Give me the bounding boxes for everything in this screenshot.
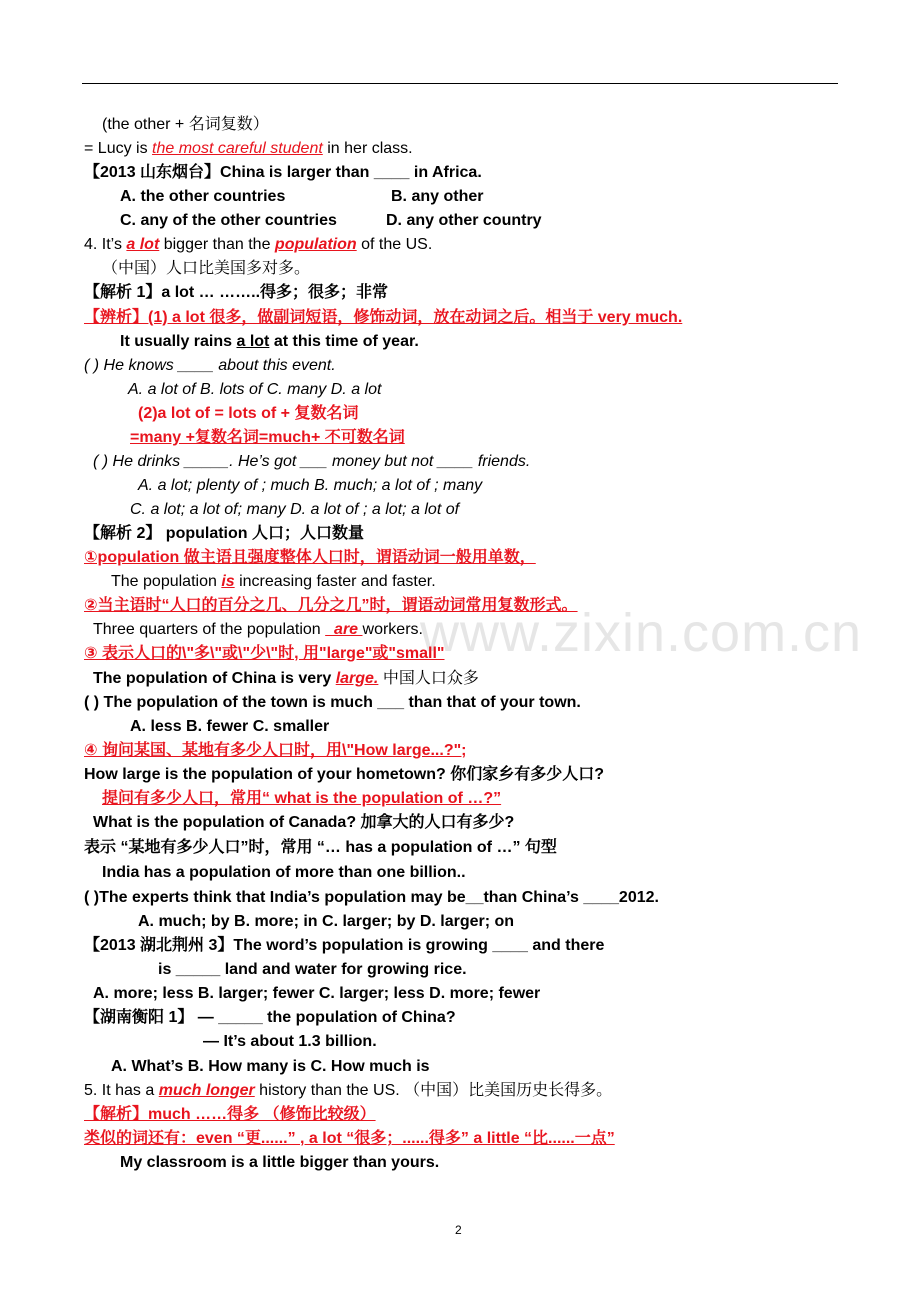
option-a: A. the other countries <box>120 188 286 205</box>
analysis-2: 【解析 2】 population 人口；人口数量 <box>84 525 364 542</box>
example-sentence: Three quarters of the population are workers. <box>93 621 423 638</box>
exercise: ( ) He drinks _____. He’s got ___ money but not ____ friends. <box>93 453 531 470</box>
option-c: C. any of the other countries <box>120 212 337 229</box>
exercise-options: A. much; by B. more; in C. larger; by D. larger; on <box>138 913 515 930</box>
exam-question: 【湖南衡阳 1】 — _____ the population of China? <box>84 1009 456 1026</box>
keyword-population: population <box>274 236 357 253</box>
exercise-options: A. less B. fewer C. smaller <box>130 718 330 735</box>
rule-note: ③ 表示人口的\"多\"或\"少\"时, 用"large"或"small" <box>84 645 445 662</box>
sentence-4: 4. It’s a lot bigger than the population of the US. <box>84 236 433 253</box>
header-rule <box>82 83 838 84</box>
exercise-options: A. What’s B. How many is C. How much is <box>111 1058 430 1075</box>
example-sentence: My classroom is a little bigger than yours. <box>120 1154 440 1171</box>
rule-note: 提问有多少人口，常用“ what is the population of …?” <box>102 790 502 807</box>
answer-highlight: the most careful student <box>152 140 323 157</box>
text-line: (the other + 名词复数） <box>102 116 269 133</box>
example-sentence: The population is increasing faster and faster. <box>111 573 436 590</box>
rule-note: =many +复数名词=much+ 不可数名词 <box>130 429 405 446</box>
exam-answer: — It’s about 1.3 billion. <box>203 1033 377 1050</box>
exercise-options: A. a lot; plenty of ; much B. much; a lot of ; many <box>138 477 483 494</box>
option-d: D. any other country <box>386 212 542 229</box>
example-sentence: What is the population of Canada? 加拿大的人口有多少? <box>93 814 515 831</box>
analysis-1: 【解析 1】a lot … ……..得多；很多；非常 <box>84 284 389 301</box>
exercise-options: C. a lot; a lot of; many D. a lot of ; a lot; a lot of <box>130 501 460 518</box>
rule-note: (2)a lot of = lots of + 复数名词 <box>138 405 359 422</box>
exercise-options: A. a lot of B. lots of C. many D. a lot <box>128 381 382 398</box>
exam-question: 【2013 湖北荆州 3】The word’s population is growing ____ and there <box>84 937 605 954</box>
example-sentence: It usually rains a lot at this time of year. <box>120 333 419 350</box>
rule-note: 表示 “某地有多少人口”时，常用 “… has a population of …” 句型 <box>84 839 557 856</box>
exercise-options: A. more; less B. larger; fewer C. larger; less D. more; fewer <box>93 985 541 1002</box>
example-sentence: India has a population of more than one billion.. <box>102 864 466 881</box>
analysis-note: 【解析】much ……得多 （修饰比较级） <box>84 1106 376 1123</box>
rule-note: ②当主语时“人口的百分之几、几分之几”时，谓语动词常用复数形式。 <box>84 597 578 614</box>
example-sentence: The population of China is very large. 中国人口众多 <box>93 670 479 687</box>
exam-question: 【2013 山东烟台】China is larger than ____ in Africa. <box>84 164 482 181</box>
exercise: ( )The experts think that India’s population may be__than China’s ____2012. <box>84 889 659 906</box>
option-b: B. any other <box>391 188 484 205</box>
discrimination-note: 【辨析】(1) a lot 很多，做副词短语，修饰动词，放在动词之后。相当于 very much. <box>84 309 683 326</box>
translation: （中国）人口比美国多对多。 <box>102 260 311 277</box>
keyword-a-lot: a lot <box>126 236 160 253</box>
text-line: = Lucy is the most careful student in her class. <box>84 140 413 157</box>
example-sentence: How large is the population of your hometown? 你们家乡有多少人口? <box>84 766 604 783</box>
rule-note: ④ 询问某国、某地有多少人口时，用\"How large...?"; <box>84 742 467 759</box>
watermark: www.zixin.com.cn <box>420 603 863 663</box>
exercise: ( ) He knows ____ about this event. <box>84 357 336 374</box>
rule-note: ①population 做主语且强度整体人口时，谓语动词一般用单数， <box>84 549 536 566</box>
sentence-5: 5. It has a much longer history than the US. （中国）比美国历史长得多。 <box>84 1082 613 1099</box>
exercise: ( ) The population of the town is much ___ than that of your town. <box>84 694 581 711</box>
page-number: 2 <box>455 1223 462 1237</box>
similar-words-note: 类似的词还有：even “更......” , a lot “很多；......得多” a little “比......一点” <box>84 1130 615 1147</box>
exam-question: is _____ land and water for growing rice. <box>158 961 467 978</box>
